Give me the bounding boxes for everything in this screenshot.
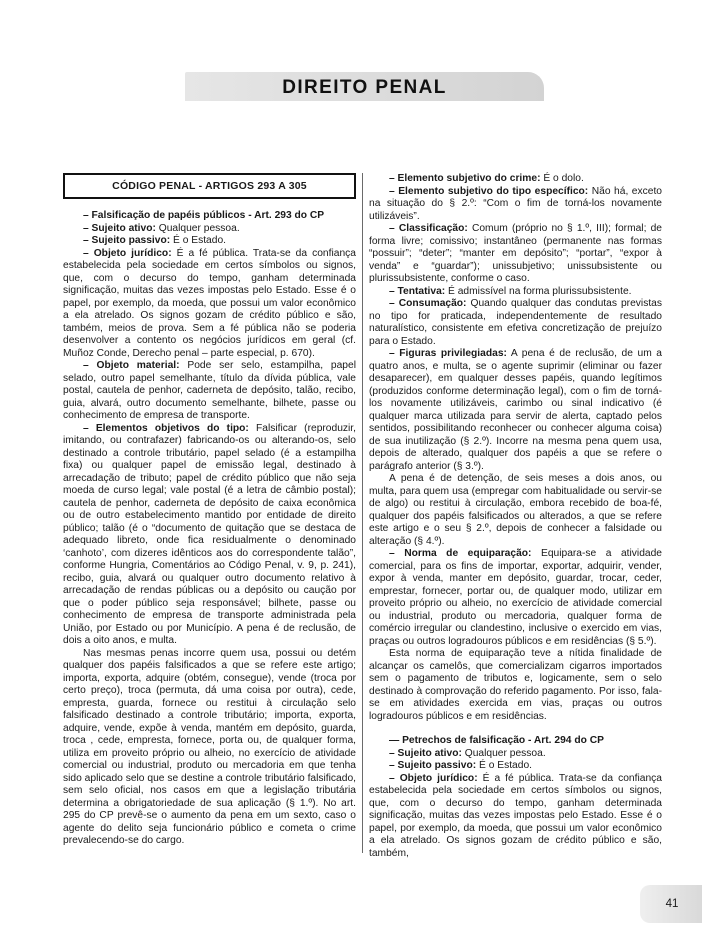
paragraph-text: Qualquer pessoa.: [155, 222, 240, 234]
paragraph-text: A pena é de detenção, de seis meses a dois anos, ou multa, para quem usa (empregar com habitualidade ou servir-se de algo) ou restitui à circulação, embora recebido de boa-fé, qualquer dos papéis falsificados ou alterados, a que se refere este artigo e o seu § 2.º, depois de conhecer a falsidade ou alteração (§ 4.º).: [369, 473, 662, 547]
paragraph-text: Não há, exceto na situação do § 2.º: “Com o fim de torná-los novamente utilizáveis”.: [369, 185, 663, 222]
paragraph-text: Comum (próprio no § 1.º, III); formal; de forma livre; comissivo; instantâneo (permanente nas formas “possuir”; “deter”; “manter em depósito”; “portar”, “expor à venda” e “guardar”); unissubjetivo; unissubsistente ou plurissubsistente, conforme o caso.: [369, 223, 662, 284]
paragraph-text: A pena é de reclusão, de um a quatro anos, e multa, se o agente suprimir (eliminar ou fazer desaparecer), em qualquer desses papéis, quando legítimos (produzidos conforme determinação legal), com o fim de torná-los novamente utilizáveis, carimbo ou sinal indicativo (é qualquer marca utilizada para servir de alerta, captado pelos sentidos, possibilitando reconhecer ou conhecer alguma coisa) de sua inutilização (§ 2.º). Incorre na mesma pena quem usa, depois de alterado, qualquer dos papéis a que se refere o parágrafo anterior (§ 3.º).: [369, 348, 662, 472]
column-divider: [362, 173, 363, 853]
paragraph: [369, 760, 662, 773]
paragraph: [369, 473, 662, 548]
paragraph-text: É o dolo.: [540, 173, 584, 184]
paragraph-label: – Sujeito passivo:: [83, 235, 171, 246]
paragraph: [369, 173, 662, 186]
paragraph-label: – Falsificação de papéis públicos - Art. 293 do CP: [83, 210, 325, 221]
paragraph: [369, 748, 662, 761]
left-column-body: [63, 210, 356, 848]
paragraph: [63, 423, 356, 648]
paragraph-label: – Sujeito passivo:: [389, 760, 477, 771]
paragraph-text: Qualquer pessoa.: [461, 747, 546, 759]
paragraph: [369, 773, 662, 861]
paragraph-label: – Objeto material:: [83, 360, 180, 371]
paragraph-label: – Elemento subjetivo do tipo específico:: [389, 185, 589, 197]
paragraph-text: É a fé pública. Trata-se da confiança estabelecida pela sociedade em certos símbolos ou signos, que, com o decurso do tempo, ganham determinada significação, muitas das vezes impostas pelo Estado. Esse é o papel, por exemplo, da moeda, que possui um valor econômico a ela atrelado. Os signos gozam de crédito público e são, também, meios de prova. Sem a fé pública não se poderia desenvolver a contento os negócios jurídicos em geral (cf. Muñoz Conde, Derecho penal – parte especial, p. 670).: [63, 247, 356, 359]
right-column: [369, 173, 662, 860]
left-column: [63, 173, 356, 848]
paragraph-text: É o Estado.: [170, 235, 226, 246]
paragraph: [369, 286, 662, 299]
paragraph: [369, 223, 662, 286]
paragraph: [63, 248, 356, 361]
paragraph-label: – Objeto jurídico:: [83, 247, 172, 259]
paragraph: [63, 648, 356, 848]
paragraph-label: – Objeto jurídico:: [389, 772, 478, 784]
paragraph-text: Quando qualquer das condutas previstas no tipo for praticada, independentemente de resultado naturalístico, consistente em efetiva concretização de prejuízo para o Estado.: [369, 298, 662, 347]
paragraph-label: – Sujeito ativo:: [389, 747, 462, 759]
paragraph-text: Nas mesmas penas incorre quem usa, possui ou detém qualquer dos papéis falsificados a que se refere este artigo; importa, exporta, adquire (obtém, consegue), vende (troca por certo preço), troca (permuta, dá uma coisa por outra), cede, empresta, guarda, fornece ou restitui à circulação selo falsificado destinado a controle tributário; importa, exporta, adquire, vende, expõe à venda, mantém em depósito, guarda, troca , cede, empresta, fornece, porta ou, de qualquer forma, utiliza em proveito próprio ou alheio, no exercício de atividade comercial ou industrial, produto ou mercadoria em que tenha sido aplicado selo que se destine a controle tributário falsificado, sem selo oficial, nos casos em que a legislação tributária determina a obrigatoriedade de sua aplicação (§ 1.º). No art. 295 do CP prevê-se o aumento da pena em um sexto, caso o agente do delito seja funcionário público e cometa o crime prevalecendo-se do cargo.: [63, 647, 356, 846]
paragraph-text: Esta norma de equiparação teve a nítida finalidade de alcançar os camelôs, que comercializam cigarros importados sem o pagamento de tributos e, logicamente, sem o selo destinado à comprovação do referido pagamento. Por isso, fala-se em atividades exercida em vias, praças ou outros logradouros públicos e em residências.: [369, 648, 662, 722]
paragraph: [369, 548, 662, 648]
paragraph-label: – Tentativa:: [389, 285, 446, 297]
paragraph: [369, 648, 662, 723]
paragraph-text: Falsificar (reproduzir, imitando, ou contrafazer) fabricando-os ou alterando-os, selo destinado a controle tributário, papel selado (é a estampilha fixa) ou qualquer papel de emissão legal, destinado à arrecadação de tributo; papel de crédito público que não seja moeda de curso legal; vale postal (é a letra de câmbio postal); cautela de penhor, caderneta de depósito de caixa econômica ou de outro estabelecimento mantido por entidade de direito público; talão (é o “documento de quitação que se destaca de adequado libreto, onde fica residualmente o denominado ‘canhoto’, com dizeres idênticos aos do correspondente talão”, conforme Hungria, Comentários ao Código Penal, v. 9, p. 241), recibo, guia, alvará ou qualquer outro documento relativo à arrecadação de rendas públicas ou a depósito ou caução por que o poder público seja responsável; bilhete, passe ou conhecimento de empresa de transporte administrada pela União, por Estado ou por Município. A pena é de reclusão, de dois a oito anos, e multa.: [63, 422, 357, 646]
paragraph: [63, 360, 356, 423]
paragraph-text: Equipara-se a atividade comercial, para os fins de importar, exportar, adquirir, vender, expor à venda, manter em depósito, guardar, trocar, ceder, emprestar, fornecer, portar ou, de qualquer modo, utilizar em proveito próprio ou alheio, no exercício de atividade comercial ou industrial, produto ou mercadoria, qualquer forma de comércio irregular ou clandestino, inclusive o exercido em vias, praças ou outros logradouros públicos e em residências (§ 5.º).: [369, 548, 662, 647]
paragraph-label: – Sujeito ativo:: [83, 222, 156, 234]
section-header: [185, 72, 544, 101]
paragraph: [63, 223, 356, 236]
paragraph-label: – Consumação:: [389, 298, 467, 309]
paragraph: [369, 298, 662, 348]
paragraph: [369, 186, 662, 224]
paragraph-label: – Figuras privilegiadas:: [389, 348, 507, 359]
paragraph-text: É a fé pública. Trata-se da confiança estabelecida pela sociedade em certos símbolos ou signos, que, com o decurso do tempo, ganham determinada significação, muitas das vezes impostas pelo Estado. Esse é o papel, por exemplo, da moeda, que possui um valor econômico a ela atrelado. Os signos gozam de crédito público e são, também,: [369, 772, 662, 859]
paragraph: [369, 348, 662, 473]
paragraph-label: – Norma de equiparação:: [389, 548, 532, 559]
paragraph-label: – Elemento subjetivo do crime:: [389, 173, 541, 184]
page-number: 41: [665, 898, 679, 910]
right-column-body: [369, 173, 662, 860]
page-number-tab: [640, 885, 702, 923]
paragraph: [63, 235, 356, 248]
paragraph-text: Pode ser selo, estampilha, papel selado, outro papel semelhante, título da dívida pública, vale postal, cautela de penhor, caderneta de depósito, talão, recibo, guia, alvará, outro documento semelhante, bilhete, passe ou conhecimento de empresa de transporte.: [63, 360, 356, 421]
paragraph: [369, 735, 662, 748]
paragraph-label: – Elementos objetivos do tipo:: [83, 422, 249, 434]
paragraph-label: – Classificação:: [389, 223, 468, 234]
chapter-box-title: CÓDIGO PENAL - ARTIGOS 293 A 305: [63, 173, 356, 199]
paragraph: [63, 210, 356, 223]
paragraph-label: — Petrechos de falsificação - Art. 294 do CP: [389, 735, 604, 746]
paragraph-text: É o Estado.: [476, 760, 532, 771]
section-title: DIREITO PENAL: [282, 77, 447, 98]
paragraph-text: É admissível na forma plurissubsistente.: [445, 285, 632, 297]
